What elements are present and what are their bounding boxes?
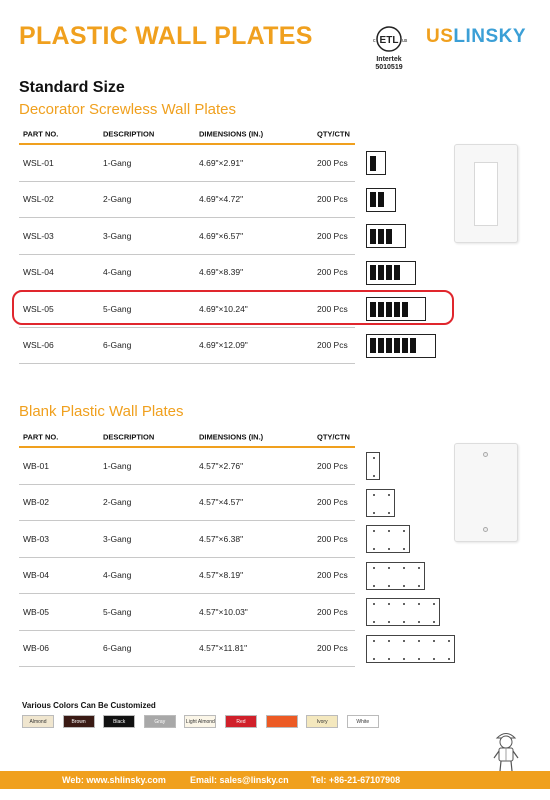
part-number: WB-03 — [23, 533, 49, 544]
color-swatch: Brown — [63, 715, 95, 728]
gang-slot — [370, 192, 376, 207]
dimensions: 4.69"×4.72" — [199, 194, 244, 205]
svg-text:c: c — [373, 38, 376, 44]
cert-number: 5010519 — [375, 64, 403, 71]
part-number: WSL-03 — [23, 230, 54, 241]
screw-dot — [433, 640, 435, 642]
part-number: WSL-01 — [23, 157, 54, 168]
brand-rest: LINSKY — [453, 26, 527, 47]
screw-dot — [388, 530, 390, 532]
gang-slot — [370, 265, 376, 280]
screw-dot — [388, 658, 390, 660]
screw-dot — [373, 621, 375, 623]
screw-dot — [388, 494, 390, 496]
page-title: PLASTIC WALL PLATES — [19, 22, 313, 50]
color-swatch: Ivory — [306, 715, 338, 728]
col-part-no: PART NO. — [23, 432, 59, 442]
description: 4-Gang — [103, 267, 132, 278]
screw-dot — [448, 640, 450, 642]
screw-dot — [373, 530, 375, 532]
table-row — [19, 328, 355, 365]
screw-dot — [373, 567, 375, 569]
quantity: 200 Pcs — [317, 497, 348, 508]
blank-plate-diagram — [366, 635, 455, 663]
screw-dot — [403, 567, 405, 569]
part-number: WSL-04 — [23, 267, 54, 278]
screw-dot — [433, 621, 435, 623]
table-row — [19, 521, 355, 558]
table-row — [19, 255, 355, 292]
screw-dot — [403, 658, 405, 660]
cert-intertek: Intertek — [376, 56, 402, 63]
gang-slot — [378, 338, 384, 353]
dimensions: 4.57"×6.38" — [199, 533, 244, 544]
screw-dot — [418, 621, 420, 623]
gang-diagram — [366, 261, 416, 285]
screw-dot — [373, 475, 375, 477]
screw-dot — [388, 548, 390, 550]
color-swatch: Red — [225, 715, 257, 728]
blank-table-header — [19, 428, 355, 448]
quantity: 200 Pcs — [317, 643, 348, 654]
part-number: WSL-06 — [23, 340, 54, 351]
color-swatch: Almond — [22, 715, 54, 728]
dimensions: 4.69"×8.39" — [199, 267, 244, 278]
blank-table — [19, 428, 355, 667]
blank-section-title: Blank Plastic Wall Plates — [19, 403, 184, 420]
screw-dot — [403, 530, 405, 532]
table-row — [19, 594, 355, 631]
description: 6-Gang — [103, 643, 132, 654]
gang-slot — [378, 302, 384, 317]
gang-slot — [386, 338, 392, 353]
screw-dot — [373, 548, 375, 550]
screw-dot — [403, 548, 405, 550]
color-swatch: White — [347, 715, 379, 728]
gang-diagram — [366, 151, 386, 175]
part-number: WB-04 — [23, 570, 49, 581]
part-number: WSL-02 — [23, 194, 54, 205]
dimensions: 4.57"×10.03" — [199, 606, 248, 617]
screw-dot — [418, 658, 420, 660]
table-row — [19, 182, 355, 219]
description: 2-Gang — [103, 194, 132, 205]
color-swatch — [266, 715, 298, 728]
svg-text:us: us — [402, 38, 408, 44]
table-row — [19, 631, 355, 668]
part-number: WB-06 — [23, 643, 49, 654]
gang-slot — [370, 302, 376, 317]
screw-dot — [448, 658, 450, 660]
col-dimensions: DIMENSIONS (IN.) — [199, 129, 264, 139]
screw-dot — [433, 658, 435, 660]
gang-slot — [386, 302, 392, 317]
color-swatch: Light Almond — [184, 715, 216, 728]
quantity: 200 Pcs — [317, 157, 348, 168]
blank-plate-diagram — [366, 598, 440, 626]
footer-web[interactable]: Web: www.shlinsky.com — [62, 775, 166, 785]
gang-slot — [378, 192, 384, 207]
gang-slot — [370, 156, 376, 171]
description: 1-Gang — [103, 157, 132, 168]
screw-dot — [388, 621, 390, 623]
screw-dot — [373, 512, 375, 514]
mascot-illustration — [490, 727, 522, 773]
quantity: 200 Pcs — [317, 460, 348, 471]
gang-diagram — [366, 188, 396, 212]
blank-plate-photo — [454, 443, 518, 542]
screw-dot — [388, 585, 390, 587]
part-number: WSL-05 — [23, 303, 54, 314]
table-row — [19, 485, 355, 522]
dimensions: 4.69"×12.09" — [199, 340, 248, 351]
screw-dot — [403, 621, 405, 623]
table-row — [19, 218, 355, 255]
dimensions: 4.57"×8.19" — [199, 570, 244, 581]
screw-dot — [373, 585, 375, 587]
gang-diagram — [366, 224, 406, 248]
gang-slot — [370, 338, 376, 353]
screw-dot — [418, 640, 420, 642]
gang-slot — [410, 338, 416, 353]
color-swatch: Black — [103, 715, 135, 728]
gang-slot — [402, 302, 408, 317]
dimensions: 4.57"×2.76" — [199, 460, 244, 471]
decorator-table-header — [19, 125, 355, 145]
gang-slot — [370, 229, 376, 244]
description: 2-Gang — [103, 497, 132, 508]
col-description: DESCRIPTION — [103, 129, 155, 139]
footer-email[interactable]: Email: sales@linsky.cn — [190, 775, 289, 785]
screw-dot — [373, 640, 375, 642]
brand-us: US — [426, 26, 454, 47]
quantity: 200 Pcs — [317, 533, 348, 544]
table-row — [19, 558, 355, 595]
blank-plate-diagram — [366, 525, 410, 553]
dimensions: 4.57"×11.81" — [199, 643, 248, 654]
quantity: 200 Pcs — [317, 194, 348, 205]
dimensions: 4.69"×10.24" — [199, 303, 248, 314]
gang-slot — [394, 338, 400, 353]
decorator-table — [19, 125, 355, 364]
decorator-section-title: Decorator Screwless Wall Plates — [19, 101, 237, 118]
gang-slot — [394, 265, 400, 280]
part-number: WB-05 — [23, 606, 49, 617]
col-qty: QTY/CTN — [317, 432, 350, 442]
color-swatch: Gray — [144, 715, 176, 728]
footer-bar — [0, 771, 550, 789]
etl-certification-logo — [366, 24, 412, 72]
description: 3-Gang — [103, 533, 132, 544]
gang-slot — [378, 229, 384, 244]
screw-dot — [373, 457, 375, 459]
description: 5-Gang — [103, 606, 132, 617]
screw-dot — [373, 494, 375, 496]
decorator-plate-photo — [454, 144, 518, 243]
screw-dot — [403, 603, 405, 605]
quantity: 200 Pcs — [317, 340, 348, 351]
gang-slot — [386, 265, 392, 280]
description: 4-Gang — [103, 570, 132, 581]
footer-tel: Tel: +86-21-67107908 — [311, 775, 401, 785]
col-description: DESCRIPTION — [103, 432, 155, 442]
screw-dot — [373, 658, 375, 660]
dimensions: 4.69"×6.57" — [199, 230, 244, 241]
screw-dot — [388, 512, 390, 514]
gang-diagram — [366, 334, 436, 358]
svg-text:ETL: ETL — [379, 35, 399, 46]
screw-dot — [403, 585, 405, 587]
col-dimensions: DIMENSIONS (IN.) — [199, 432, 264, 442]
quantity: 200 Pcs — [317, 230, 348, 241]
blank-plate-diagram — [366, 452, 380, 480]
screw-dot — [388, 603, 390, 605]
part-number: WB-02 — [23, 497, 49, 508]
gang-slot — [386, 229, 392, 244]
table-row — [19, 145, 355, 182]
quantity: 200 Pcs — [317, 267, 348, 278]
quantity: 200 Pcs — [317, 303, 348, 314]
screw-dot — [373, 603, 375, 605]
part-number: WB-01 — [23, 460, 49, 471]
blank-plate-diagram — [366, 562, 425, 590]
screw-dot — [403, 640, 405, 642]
screw-dot — [388, 567, 390, 569]
blank-plate-diagram — [366, 489, 395, 517]
gang-slot — [394, 302, 400, 317]
col-qty: QTY/CTN — [317, 129, 350, 139]
colors-title: Various Colors Can Be Customized — [22, 701, 156, 710]
gang-slot — [378, 265, 384, 280]
description: 5-Gang — [103, 303, 132, 314]
brand-logo — [426, 26, 526, 48]
etl-mark-icon — [369, 24, 409, 56]
dimensions: 4.69"×2.91" — [199, 157, 244, 168]
gang-diagram — [366, 297, 426, 321]
screw-dot — [388, 640, 390, 642]
screw-dot — [433, 603, 435, 605]
table-row — [19, 448, 355, 485]
screw-dot — [418, 603, 420, 605]
standard-size-heading: Standard Size — [19, 79, 125, 96]
col-part-no: PART NO. — [23, 129, 59, 139]
screw-dot — [418, 585, 420, 587]
screw-dot — [418, 567, 420, 569]
dimensions: 4.57"×4.57" — [199, 497, 244, 508]
description: 6-Gang — [103, 340, 132, 351]
description: 1-Gang — [103, 460, 132, 471]
quantity: 200 Pcs — [317, 606, 348, 617]
quantity: 200 Pcs — [317, 570, 348, 581]
description: 3-Gang — [103, 230, 132, 241]
gang-slot — [402, 338, 408, 353]
